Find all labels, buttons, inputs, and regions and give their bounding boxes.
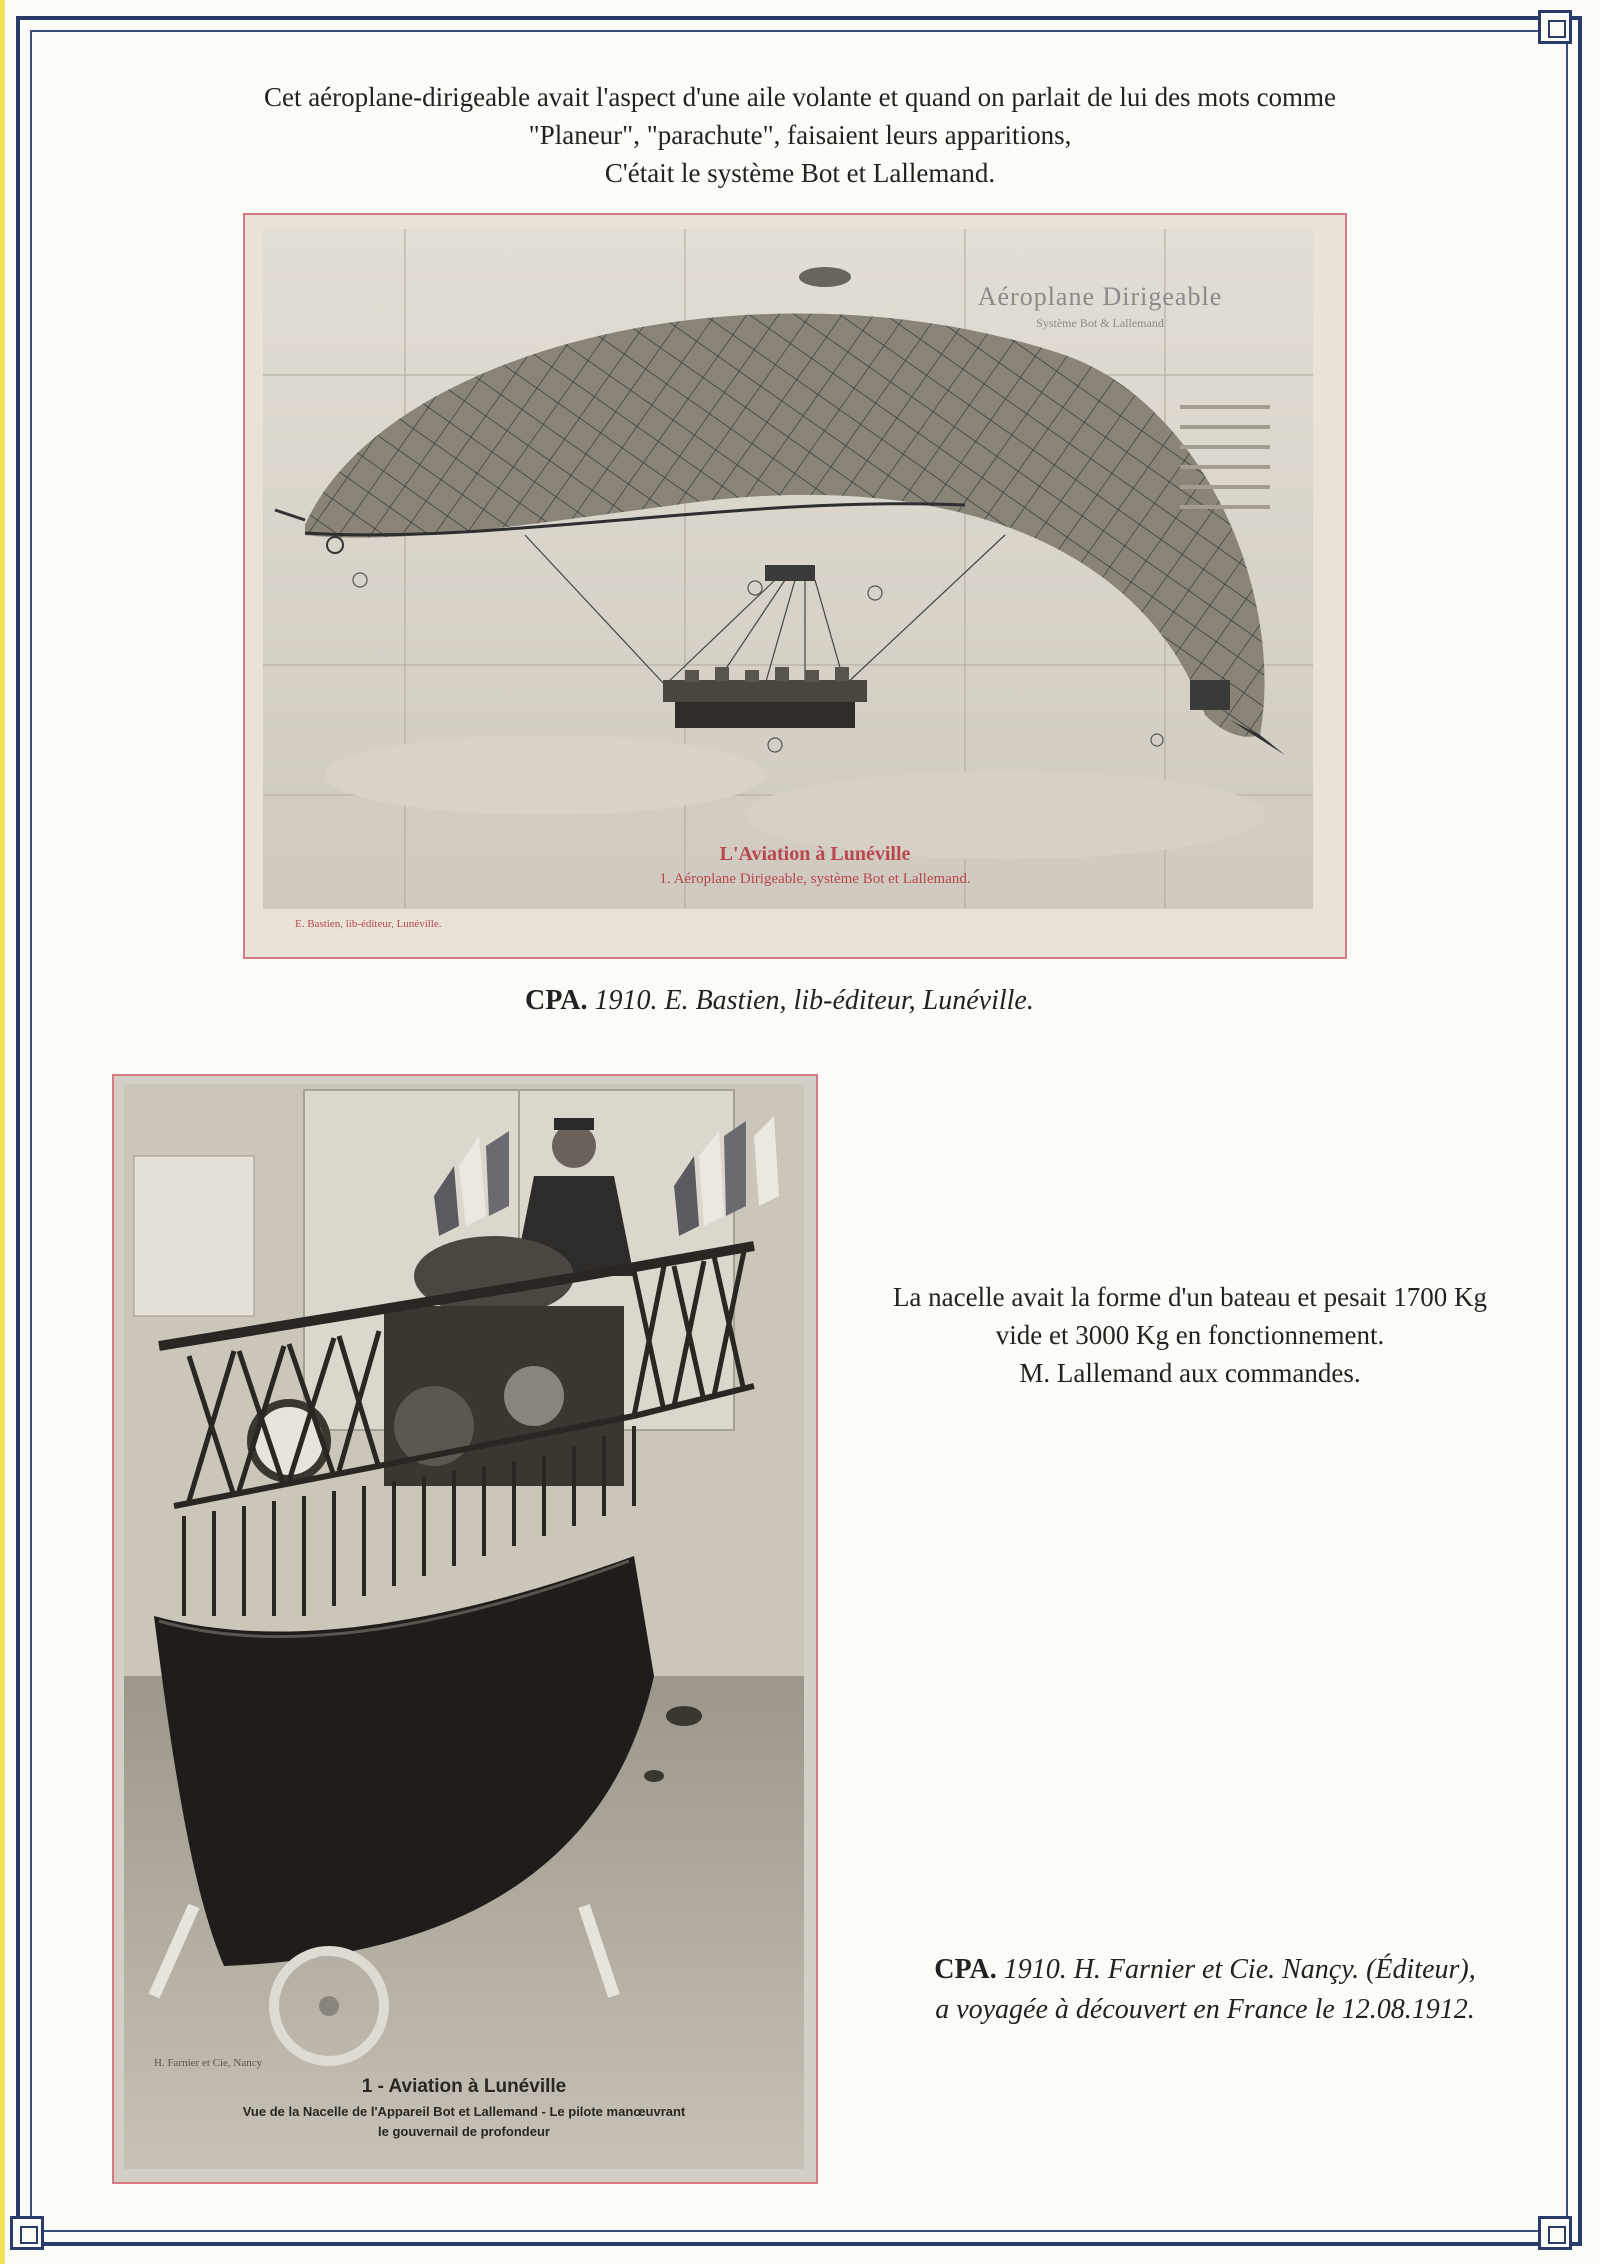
postcard-publisher: E. Bastien, lib-éditeur, Lunéville. — [295, 918, 442, 930]
postcard-nacelle — [112, 1074, 818, 2184]
caption-cpa-2-line-1 — [880, 1950, 1530, 1990]
intro-line-2: "Planeur", "parachute", faisaient leurs apparitions, — [528, 120, 1072, 150]
postcard-caption-line-2: 1. Aéroplane Dirigeable, système Bot et Lallemand. — [659, 871, 971, 887]
caption-cpa-1-text: 1910. E. Bastien, lib-éditeur, Lunéville. — [587, 985, 1034, 1016]
intro-text — [180, 78, 1420, 192]
caption-cpa-2-text: 1910. H. Farnier et Cie. Nançy. (Éditeur), — [996, 1954, 1476, 1985]
caption-cpa-2-prefix: CPA. — [934, 1954, 997, 1985]
description-line-2: vide et 3000 Kg en fonctionnement. — [995, 1320, 1385, 1350]
postcard-caption-line-1: L'Aviation à Lunéville — [719, 843, 911, 865]
description-line-3: M. Lallemand aux commandes. — [1019, 1358, 1361, 1388]
airship-illustration — [245, 215, 1345, 957]
postcard-2-caption-line-1: 1 - Aviation à Lunéville — [361, 2076, 567, 2097]
nacelle-photograph — [114, 1076, 816, 2182]
frame-corner-bottom-right — [1538, 2216, 1572, 2250]
postcard-title: Aéroplane Dirigeable — [977, 282, 1223, 311]
postcard-2-publisher: H. Farnier et Cie, Nancy — [154, 2057, 263, 2069]
postcard-subtitle: Système Bot & Lallemand — [1036, 316, 1164, 330]
caption-cpa-1 — [525, 985, 1034, 1017]
caption-cpa-2-line-2: a voyagée à découvert en France le 12.08.1912. — [935, 1994, 1475, 2025]
nacelle-description — [850, 1278, 1530, 1392]
intro-line-3: C'était le système Bot et Lallemand. — [604, 158, 996, 188]
postcard-airship — [243, 213, 1347, 959]
caption-cpa-2 — [880, 1950, 1530, 2030]
postcard-2-caption-line-3: le gouvernail de profondeur — [378, 2124, 550, 2139]
frame-corner-bottom-left — [10, 2216, 44, 2250]
description-line-1: La nacelle avait la forme d'un bateau et pesait 1700 Kg — [892, 1282, 1488, 1312]
caption-cpa-1-prefix: CPA. — [525, 985, 588, 1016]
postcard-2-caption-line-2: Vue de la Nacelle de l'Appareil Bot et Lallemand - Le pilote manœuvrant — [242, 2104, 686, 2119]
frame-corner-top-right — [1538, 10, 1572, 44]
page-left-edge — [0, 0, 5, 2264]
intro-line-1: Cet aéroplane-dirigeable avait l'aspect d'une aile volante et quand on parlait de lui des mots comme — [263, 82, 1337, 112]
